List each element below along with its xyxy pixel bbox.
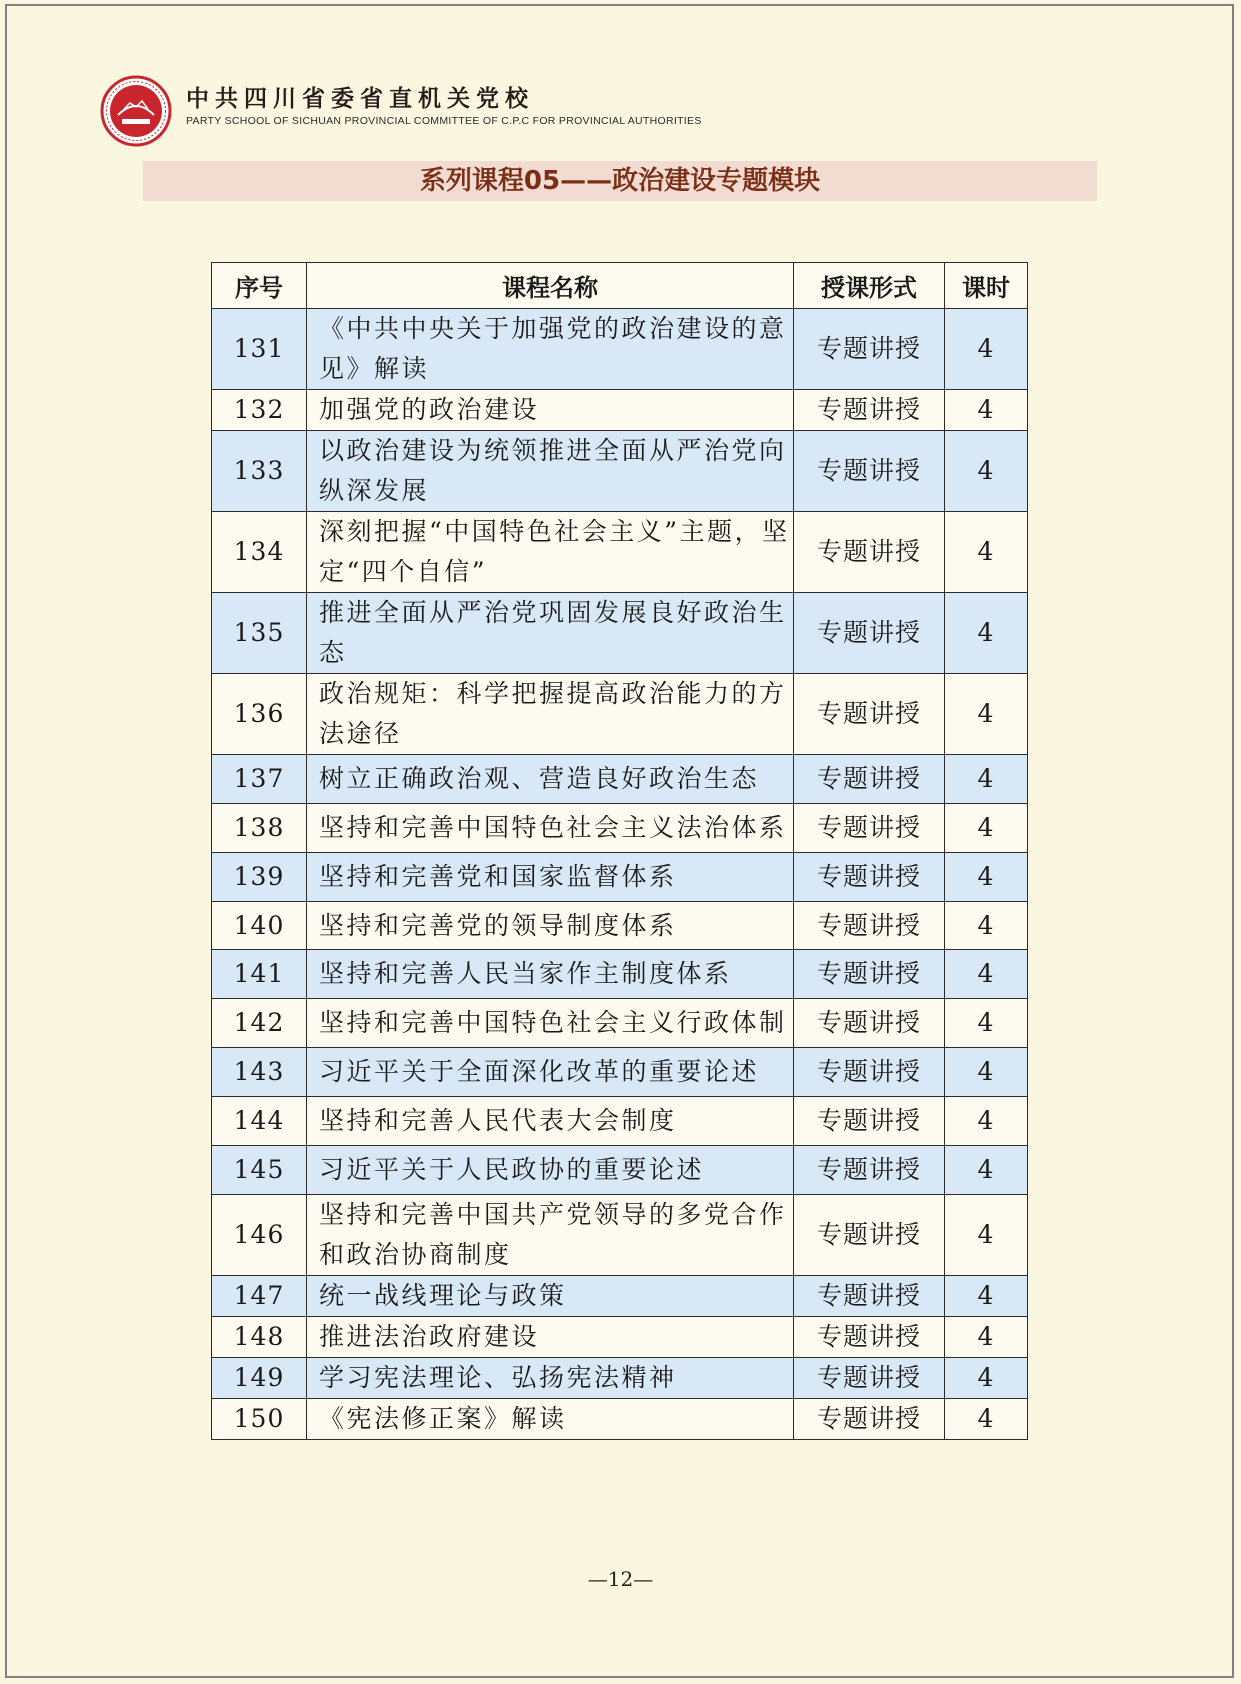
cell-hours: 4 [945, 593, 1028, 674]
header-name: 课程名称 [307, 263, 794, 309]
cell-form: 专题讲授 [794, 804, 945, 853]
table-row [212, 853, 1028, 902]
cell-form: 专题讲授 [794, 1048, 945, 1097]
cell-hours: 4 [945, 950, 1028, 999]
course-table-body [212, 309, 1028, 1440]
cell-form: 专题讲授 [794, 755, 945, 804]
cell-form: 专题讲授 [794, 999, 945, 1048]
cell-form: 专题讲授 [794, 1358, 945, 1399]
cell-hours: 4 [945, 902, 1028, 950]
cell-no: 148 [212, 1317, 307, 1358]
cell-hours: 4 [945, 1146, 1028, 1195]
cell-hours: 4 [945, 512, 1028, 593]
school-name-en: PARTY SCHOOL OF SICHUAN PROVINCIAL COMMITTEE OF C.P.C FOR PROVINCIAL AUTHORITIES [186, 115, 702, 127]
cell-hours: 4 [945, 853, 1028, 902]
cell-course-name: 《中共中央关于加强党的政治建设的意见》解读 [307, 309, 794, 390]
cell-course-name: 坚持和完善人民当家作主制度体系 [307, 950, 794, 999]
cell-course-name: 坚持和完善中国特色社会主义法治体系 [307, 804, 794, 853]
table-row [212, 999, 1028, 1048]
cell-form: 专题讲授 [794, 1317, 945, 1358]
table-row [212, 593, 1028, 674]
cell-hours: 4 [945, 1097, 1028, 1146]
table-header-row [212, 263, 1028, 309]
cell-hours: 4 [945, 1048, 1028, 1097]
cell-form: 专题讲授 [794, 593, 945, 674]
cell-no: 143 [212, 1048, 307, 1097]
cell-form: 专题讲授 [794, 512, 945, 593]
cell-no: 141 [212, 950, 307, 999]
cell-form: 专题讲授 [794, 1097, 945, 1146]
cell-form: 专题讲授 [794, 1276, 945, 1317]
table-row [212, 950, 1028, 999]
cell-no: 140 [212, 902, 307, 950]
cell-course-name: 加强党的政治建设 [307, 390, 794, 431]
cell-hours: 4 [945, 431, 1028, 512]
table-row [212, 431, 1028, 512]
cell-hours: 4 [945, 1195, 1028, 1276]
cell-form: 专题讲授 [794, 1146, 945, 1195]
header-hours: 课时 [945, 263, 1028, 309]
cell-no: 142 [212, 999, 307, 1048]
table-row [212, 755, 1028, 804]
cell-no: 149 [212, 1358, 307, 1399]
cell-course-name: 学习宪法理论、弘扬宪法精神 [307, 1358, 794, 1399]
cell-no: 134 [212, 512, 307, 593]
cell-hours: 4 [945, 755, 1028, 804]
cell-course-name: 政治规矩：科学把握提高政治能力的方法途径 [307, 674, 794, 755]
header-no: 序号 [212, 263, 307, 309]
cell-form: 专题讲授 [794, 674, 945, 755]
cell-form: 专题讲授 [794, 950, 945, 999]
cell-hours: 4 [945, 390, 1028, 431]
table-row [212, 674, 1028, 755]
cell-hours: 4 [945, 1358, 1028, 1399]
table-row [212, 512, 1028, 593]
cell-course-name: 坚持和完善中国共产党领导的多党合作和政治协商制度 [307, 1195, 794, 1276]
party-school-seal-icon [100, 75, 172, 147]
table-row [212, 1146, 1028, 1195]
table-row [212, 1048, 1028, 1097]
cell-course-name: 统一战线理论与政策 [307, 1276, 794, 1317]
table-row [212, 390, 1028, 431]
page-title: 系列课程05——政治建设专题模块 [419, 166, 821, 196]
school-name-cn: 中共四川省委省直机关党校 [186, 86, 534, 112]
table-row [212, 804, 1028, 853]
cell-no: 147 [212, 1276, 307, 1317]
cell-no: 144 [212, 1097, 307, 1146]
cell-course-name: 坚持和完善党的领导制度体系 [307, 902, 794, 950]
cell-no: 139 [212, 853, 307, 902]
cell-form: 专题讲授 [794, 1195, 945, 1276]
cell-form: 专题讲授 [794, 1399, 945, 1440]
cell-form: 专题讲授 [794, 309, 945, 390]
table-row [212, 309, 1028, 390]
cell-course-name: 树立正确政治观、营造良好政治生态 [307, 755, 794, 804]
cell-no: 137 [212, 755, 307, 804]
cell-hours: 4 [945, 309, 1028, 390]
cell-no: 150 [212, 1399, 307, 1440]
cell-no: 145 [212, 1146, 307, 1195]
cell-hours: 4 [945, 999, 1028, 1048]
cell-no: 136 [212, 674, 307, 755]
table-row [212, 1195, 1028, 1276]
course-table [211, 262, 1028, 1440]
table-row [212, 1276, 1028, 1317]
cell-no: 132 [212, 390, 307, 431]
cell-course-name: 《宪法修正案》解读 [307, 1399, 794, 1440]
cell-hours: 4 [945, 1399, 1028, 1440]
cell-course-name: 以政治建设为统领推进全面从严治党向纵深发展 [307, 431, 794, 512]
table-row [212, 902, 1028, 950]
cell-course-name: 深刻把握“中国特色社会主义”主题，坚定“四个自信” [307, 512, 794, 593]
cell-form: 专题讲授 [794, 390, 945, 431]
cell-course-name: 推进全面从严治党巩固发展良好政治生态 [307, 593, 794, 674]
cell-course-name: 坚持和完善党和国家监督体系 [307, 853, 794, 902]
cell-hours: 4 [945, 804, 1028, 853]
header-form: 授课形式 [794, 263, 945, 309]
cell-course-name: 推进法治政府建设 [307, 1317, 794, 1358]
table-row [212, 1399, 1028, 1440]
cell-course-name: 习近平关于人民政协的重要论述 [307, 1146, 794, 1195]
cell-no: 131 [212, 309, 307, 390]
cell-hours: 4 [945, 1276, 1028, 1317]
cell-form: 专题讲授 [794, 431, 945, 512]
cell-course-name: 坚持和完善中国特色社会主义行政体制 [307, 999, 794, 1048]
cell-form: 专题讲授 [794, 902, 945, 950]
table-row [212, 1358, 1028, 1399]
cell-no: 135 [212, 593, 307, 674]
cell-no: 133 [212, 431, 307, 512]
cell-course-name: 习近平关于全面深化改革的重要论述 [307, 1048, 794, 1097]
cell-hours: 4 [945, 1317, 1028, 1358]
cell-no: 146 [212, 1195, 307, 1276]
table-row [212, 1097, 1028, 1146]
cell-form: 专题讲授 [794, 853, 945, 902]
cell-hours: 4 [945, 674, 1028, 755]
cell-course-name: 坚持和完善人民代表大会制度 [307, 1097, 794, 1146]
cell-no: 138 [212, 804, 307, 853]
table-row [212, 1317, 1028, 1358]
page-number: —12— [587, 1567, 654, 1591]
